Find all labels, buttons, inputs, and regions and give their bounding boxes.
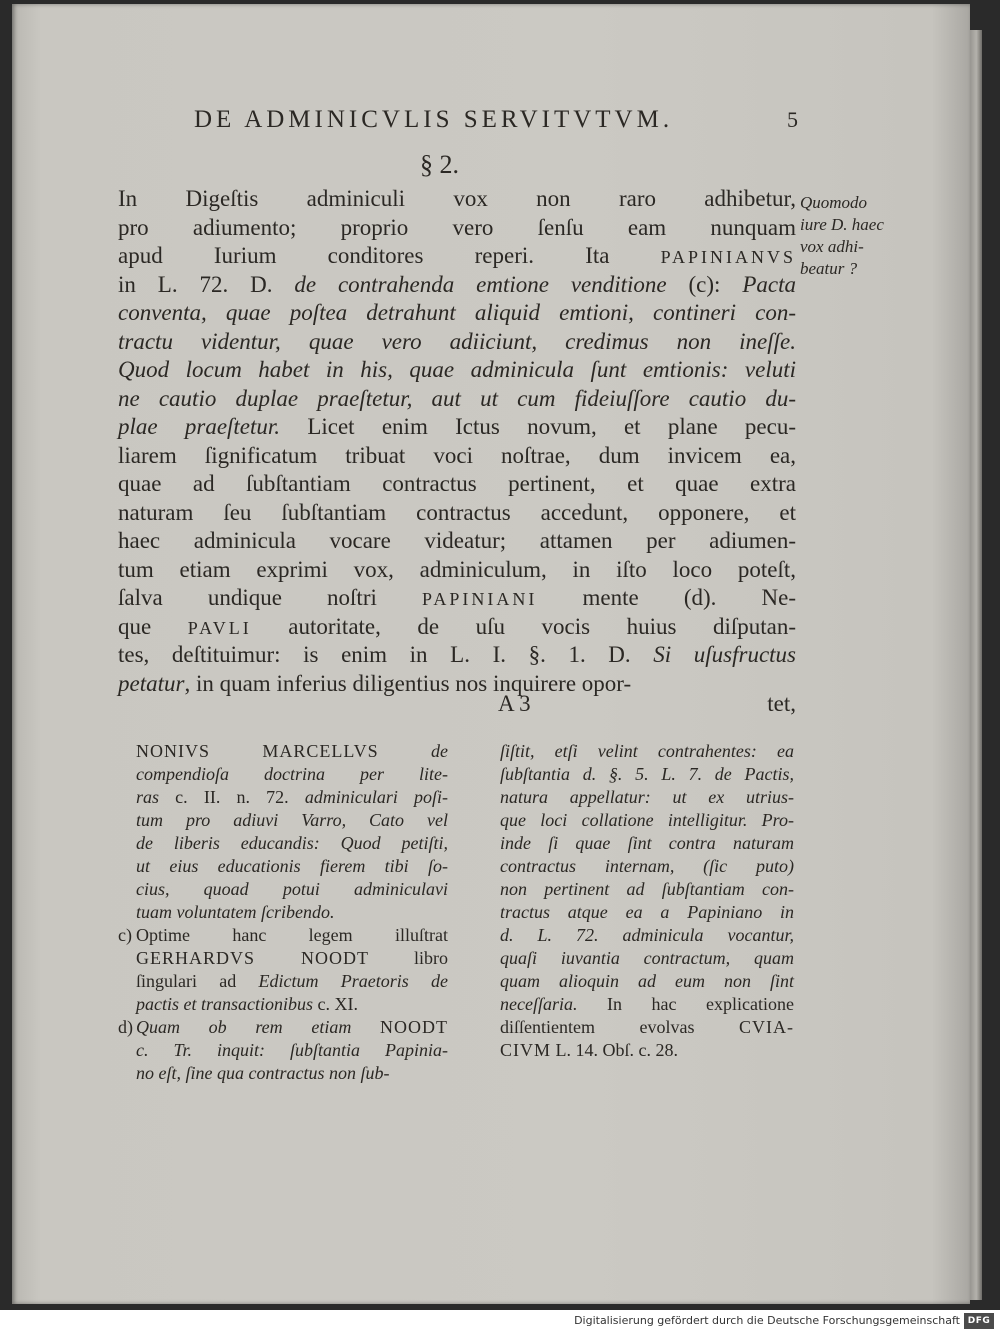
footnotes-right-column	[482, 740, 794, 1062]
text-run: de contrahenda emtione venditione	[294, 271, 667, 297]
text-run: PAPINIANI	[422, 589, 538, 609]
footnote-line	[118, 947, 448, 970]
footnote-line	[118, 1016, 448, 1039]
text-run: tuam voluntatem ſcribendo.	[136, 902, 335, 922]
footnote-line	[118, 855, 448, 878]
text-line	[118, 442, 796, 471]
footnote-line	[482, 809, 794, 832]
digitization-footer	[0, 1310, 1000, 1334]
text-line	[118, 470, 796, 499]
text-run: quaſi iuvantia contractum, quam	[500, 948, 794, 968]
footnote-line	[482, 970, 794, 993]
footnote-marker: c)	[118, 925, 132, 945]
text-run: NOODT	[380, 1017, 448, 1037]
text-line	[118, 641, 796, 670]
footnote-line	[482, 993, 794, 1016]
text-run: ne cautio duplae praeſtetur, aut ut cum fideiuſſore cautio du-	[118, 385, 796, 411]
footnote-line	[118, 1039, 448, 1062]
footnote-line	[118, 763, 448, 786]
text-run: haec adminicula vocare videatur; attamen per adiumen-	[118, 528, 796, 553]
footnote-line	[118, 878, 448, 901]
text-line	[118, 271, 796, 300]
text-run: tum etiam exprimi vox, adminiculum, in iſto loco poteſt,	[118, 556, 796, 582]
signature-mark: A 3	[498, 691, 531, 716]
footnote-marker: d)	[118, 1017, 133, 1037]
text-run: tractu videntur, quae vero adiiciunt, credimus non ineſſe.	[118, 328, 796, 354]
page-edge	[968, 30, 982, 1300]
text-line	[118, 413, 796, 442]
text-run: in L. 72. D.	[118, 271, 295, 297]
text-run: ſalva undique noſtri	[118, 585, 423, 610]
text-run: c. II. n. 72.	[159, 787, 305, 807]
margin-note-line: iure D. haec	[800, 215, 884, 234]
text-run: ut eius educationis fierem tibi ſo-	[136, 856, 448, 876]
footnote-line	[118, 740, 448, 763]
footnote-line	[118, 1062, 448, 1085]
text-run: Optime hanc legem illuſtrat	[136, 925, 448, 945]
footnote-line	[118, 993, 448, 1016]
running-title: DE ADMINICVLIS SERVITVTVM.	[194, 106, 674, 133]
text-run: ſingulari ad	[136, 971, 259, 991]
text-run: CVIA-	[739, 1017, 794, 1037]
text-run: liarem ſignificatum tribuat voci noſtrae, dum invicem ea,	[118, 442, 796, 468]
footnote-line	[118, 786, 448, 809]
text-run: libro	[369, 948, 448, 968]
text-run: conventa, quae poſtea detrahunt aliquid emtioni, contineri con-	[118, 300, 796, 325]
text-run: naturam ſeu ſubſtantiam contractus accedunt, opponere, et	[118, 499, 796, 525]
text-run: pro adiumento; proprio vero ſenſu eam nunquam	[118, 214, 796, 240]
page-number: 5	[787, 107, 798, 132]
text-run: CIVM	[500, 1040, 552, 1060]
footnote-line	[118, 901, 448, 924]
text-run: Pacta	[742, 271, 796, 297]
text-run: non pertinent ad ſubſtantiam con-	[500, 879, 794, 899]
text-run: diſſentientem evolvas	[500, 1017, 739, 1037]
text-run: que loci collatione intelligitur. Pro-	[500, 810, 794, 830]
text-run: Si uſusfructus	[653, 642, 796, 667]
funding-credit: Digitalisierung gefördert durch die Deutsche Forschungsgemeinschaft	[574, 1314, 960, 1327]
footnote-line	[482, 855, 794, 878]
text-run: quam alioquin ad eum non ſint	[500, 971, 794, 991]
text-line	[118, 385, 796, 414]
text-line	[118, 185, 796, 214]
footnote-line	[482, 832, 794, 855]
text-run: plae praeſtetur.	[118, 414, 281, 439]
text-run: tum pro adiuvi Varro, Cato vel	[136, 810, 448, 830]
text-run: pactis et transactionibus	[136, 994, 313, 1014]
text-line	[118, 584, 796, 613]
text-run: que	[118, 613, 188, 639]
footnote-line	[482, 763, 794, 786]
text-line	[118, 613, 796, 642]
text-run: In hac explicatione	[577, 994, 794, 1014]
footnotes-left-column	[118, 740, 448, 1085]
text-run: mente (d). Ne-	[537, 585, 796, 610]
text-run: Quam ob rem etiam	[136, 1017, 380, 1037]
text-run: L. 14. Obſ. c. 28.	[551, 1040, 678, 1060]
footnote-line	[482, 947, 794, 970]
text-run: Edictum Praetoris de	[258, 971, 448, 991]
text-run: de liberis educandis: Quod petiſti,	[136, 833, 448, 853]
footnote-line	[482, 740, 794, 763]
text-run: PAPINIANVS	[660, 247, 796, 267]
dfg-logo: DFG	[964, 1313, 994, 1329]
text-run: d. L. 72. adminicula vocantur,	[500, 925, 794, 945]
text-line	[118, 527, 796, 556]
footnote-line	[118, 924, 448, 947]
footnote-line	[482, 878, 794, 901]
footnote-line	[118, 832, 448, 855]
section-heading: § 2.	[420, 150, 459, 179]
text-run: Quod locum habet in his, quae adminicula ſunt emtionis: veluti	[118, 357, 796, 382]
text-line	[118, 242, 796, 271]
text-run: apud Iurium conditores reperi. Ita	[118, 243, 661, 268]
text-run: neceſſaria.	[500, 994, 578, 1014]
text-run: natura appellatur: ut ex utrius-	[500, 787, 794, 807]
text-run: autoritate, de uſu vocis huius diſputan-	[251, 613, 796, 639]
text-line	[118, 356, 796, 385]
text-run: cius, quoad potui adminiculavi	[136, 879, 448, 899]
text-run: tes, deſtituimur: is enim in L. I. §. 1. D.	[118, 642, 654, 667]
text-run: inde ſi quae ſint contra naturam	[500, 833, 794, 853]
text-run: PAVLI	[187, 617, 252, 638]
text-run: quae ad ſubſtantiam contractus pertinent, et quae extra	[118, 471, 796, 496]
text-run: de	[431, 741, 448, 761]
text-run: adminiculari poſi-	[304, 787, 448, 807]
text-line	[118, 299, 796, 328]
page-foot	[118, 690, 796, 718]
text-line	[118, 328, 796, 357]
text-run: no eſt, ſine qua contractus non ſub-	[136, 1063, 390, 1083]
text-run: compendioſa doctrina per lite-	[136, 764, 448, 784]
text-run: ſubſtantia d. §. 5. L. 7. de Pactis,	[500, 764, 794, 784]
margin-note-line: Quomodo	[800, 193, 868, 212]
text-run: petatur	[118, 670, 185, 696]
main-text	[118, 185, 796, 698]
footnote-line	[482, 1039, 794, 1062]
margin-note-line: beatur ?	[800, 259, 858, 278]
text-run: c. XI.	[313, 994, 358, 1014]
text-run: NONIVS MARCELLVS	[136, 741, 431, 761]
footnote-line	[482, 901, 794, 924]
text-run: contractus internam, (ſic puto)	[500, 856, 794, 876]
footnote-line	[482, 924, 794, 947]
text-line	[118, 214, 796, 243]
text-line	[118, 556, 796, 585]
text-run: Licet enim Ictus novum, et plane pecu-	[280, 414, 796, 439]
text-run: , in quam inferius diligentius nos inquirere opor-	[184, 670, 632, 696]
margin-note-line: vox adhi-	[800, 237, 864, 256]
footnote-line	[118, 970, 448, 993]
text-run: ras	[136, 787, 160, 807]
footnote-line	[482, 1016, 794, 1039]
text-run: ſiſtit, etſi velint contrahentes: ea	[500, 741, 794, 761]
marginal-note	[800, 192, 940, 280]
text-run: GERHARDVS NOODT	[136, 948, 369, 968]
running-header	[170, 100, 930, 140]
text-run: In Digeſtis adminiculi vox non raro adhibetur,	[118, 186, 796, 211]
text-line	[118, 499, 796, 528]
text-run: c. Tr. inquit: ſubſtantia Papinia-	[136, 1040, 448, 1060]
catchword: tet,	[767, 691, 796, 716]
footnote-line	[118, 809, 448, 832]
text-run: tractus atque ea a Papiniano in	[500, 902, 794, 922]
text-run: (c):	[666, 271, 743, 297]
footnote-line	[482, 786, 794, 809]
